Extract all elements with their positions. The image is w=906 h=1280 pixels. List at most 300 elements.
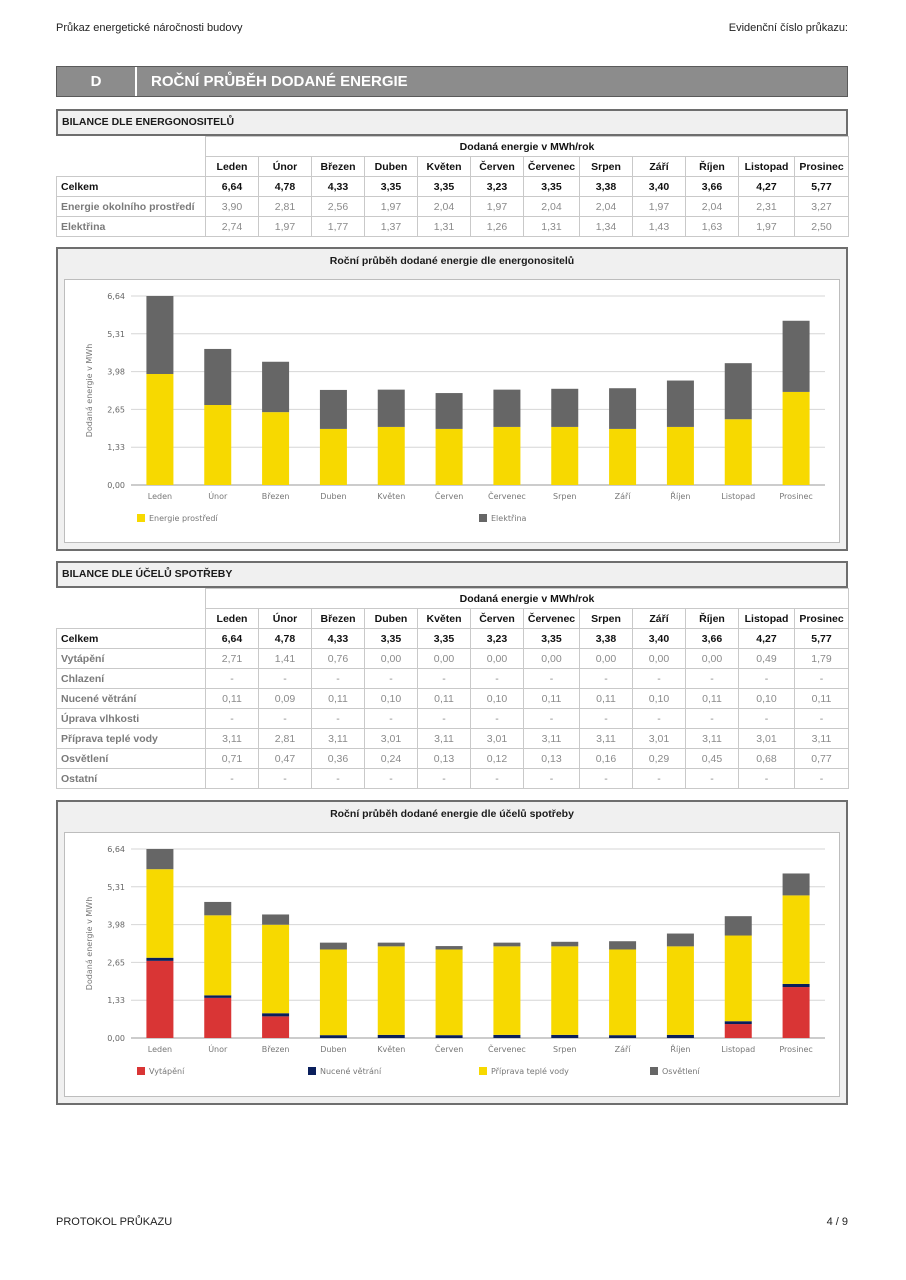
table2-value-cell: 0,24 (365, 749, 418, 769)
table1-value-cell: 3,35 (524, 177, 580, 197)
chart1-bar-segment (783, 321, 810, 392)
table2-value-cell: 3,11 (795, 729, 849, 749)
footer-protocol-label: PROTOKOL PRŮKAZU (56, 1216, 173, 1228)
table1-value-cell: 1,77 (312, 217, 365, 237)
table2-value-cell: 4,78 (259, 629, 312, 649)
chart2-bar-segment (783, 987, 810, 1038)
chart2-svg (65, 833, 839, 1096)
chart2-plot-area (64, 832, 840, 1097)
chart1-bar-segment (725, 363, 752, 419)
chart2-bar-segment (493, 946, 520, 1035)
table1-row (57, 177, 849, 197)
table2-row (57, 709, 849, 729)
table2-value-cell: - (633, 709, 686, 729)
table2-value-cell: 3,35 (365, 629, 418, 649)
table1-month-header: Duben (365, 157, 418, 177)
table2-value-cell: 0,12 (471, 749, 524, 769)
table2-value-cell: 0,11 (206, 689, 259, 709)
table2-value-cell: 3,11 (686, 729, 739, 749)
table1-value-cell: 1,37 (365, 217, 418, 237)
table2-value-cell: - (418, 669, 471, 689)
chart1-y-tick-label: 6,64 (107, 292, 125, 301)
table2-row (57, 649, 849, 669)
table2-value-cell: 0,36 (312, 749, 365, 769)
chart2-bar-segment (378, 946, 405, 1035)
table2-value-cell: 1,41 (259, 649, 312, 669)
chart2-bar-segment (493, 943, 520, 947)
chart1-bar-segment (551, 427, 578, 485)
chart2-legend-label: Vytápění (149, 1067, 185, 1076)
chart2-legend-label: Osvětlení (662, 1067, 700, 1076)
chart2-x-tick-label: Září (614, 1045, 631, 1054)
chart1-bar-segment (493, 390, 520, 427)
chart2-bar-segment (667, 946, 694, 1035)
chart1-x-tick-label: Leden (147, 492, 173, 501)
table1-row-label: Celkem (57, 177, 206, 197)
chart2-bar-segment (436, 1035, 463, 1038)
table2-value-cell: - (418, 769, 471, 789)
table1-corner-cell (57, 137, 206, 177)
table2-value-cell: - (365, 709, 418, 729)
chart1-x-tick-label: Srpen (553, 492, 577, 501)
chart1-bar-segment (204, 405, 231, 485)
table1-value-cell: 1,63 (686, 217, 739, 237)
chart2-x-tick-label: Březen (261, 1045, 290, 1054)
table2-row (57, 729, 849, 749)
table2-value-cell: 0,00 (365, 649, 418, 669)
table2-value-cell: 0,71 (206, 749, 259, 769)
table1-month-header: Březen (312, 157, 365, 177)
table2-value-cell: - (524, 769, 580, 789)
table1-value-cell: 1,97 (471, 197, 524, 217)
chart2-bar-segment (378, 943, 405, 947)
table2-value-cell: 0,00 (580, 649, 633, 669)
chart2-bar-segment (204, 902, 231, 915)
chart2-bar-segment (667, 934, 694, 947)
table2-value-cell: - (206, 769, 259, 789)
chart1-x-tick-label: Duben (320, 492, 347, 501)
table2-value-cell: 3,11 (418, 729, 471, 749)
chart1-y-tick-label: 0,00 (107, 481, 125, 490)
table2-value-cell: - (206, 709, 259, 729)
chart1-bar-segment (262, 412, 289, 485)
chart2-bar-segment (725, 916, 752, 935)
table1-value-cell: 2,74 (206, 217, 259, 237)
chart2-bar-segment (609, 941, 636, 949)
table2-value-cell: 5,77 (795, 629, 849, 649)
chart1-bar-segment (320, 390, 347, 429)
chart2-bar-segment (667, 1035, 694, 1038)
chart1-bar-segment (493, 427, 520, 485)
chart2-bar-segment (204, 998, 231, 1038)
table1-value-cell: 2,56 (312, 197, 365, 217)
chart1-x-tick-label: Prosinec (779, 492, 813, 501)
chart2-bar-segment (783, 895, 810, 984)
table2-value-cell: - (686, 669, 739, 689)
chart1-x-tick-label: Červenec (487, 492, 526, 501)
table2-row-label: Ostatní (57, 769, 206, 789)
footer-page-number: 4 / 9 (826, 1216, 848, 1228)
chart1-bar-segment (320, 429, 347, 485)
table1-month-header: Září (633, 157, 686, 177)
chart2-title: Roční průběh dodané energie dle účelů spotřeby (330, 808, 574, 820)
table2-value-cell: - (739, 769, 795, 789)
table2-value-cell: 0,00 (471, 649, 524, 669)
table2-value-cell: 4,33 (312, 629, 365, 649)
chart2-x-tick-label: Listopad (721, 1045, 756, 1054)
chart2-bar-segment (436, 949, 463, 1035)
table2-value-cell: 3,01 (633, 729, 686, 749)
table2-value-cell: 0,11 (795, 689, 849, 709)
table2-row-label: Příprava teplé vody (57, 729, 206, 749)
table2-value-cell: - (686, 709, 739, 729)
table2-value-cell: 0,11 (686, 689, 739, 709)
table1-value-cell: 3,38 (580, 177, 633, 197)
table1-month-header: Listopad (739, 157, 795, 177)
table1-value-cell: 5,77 (795, 177, 849, 197)
table2-value-cell: 0,11 (580, 689, 633, 709)
chart1-plot-area (64, 279, 840, 543)
chart1-x-tick-label: Květen (377, 492, 406, 501)
chart2-x-tick-label: Leden (147, 1045, 173, 1054)
chart2-x-tick-label: Prosinec (779, 1045, 813, 1054)
table2-value-cell: - (471, 769, 524, 789)
table1-month-header: Leden (206, 157, 259, 177)
chart2-bar-segment (146, 961, 173, 1038)
table1-month-header: Říjen (686, 157, 739, 177)
table1-value-cell: 6,64 (206, 177, 259, 197)
table2-value-cell: 3,38 (580, 629, 633, 649)
table2-value-cell: - (795, 669, 849, 689)
chart1-bar-segment (378, 427, 405, 485)
table2-value-cell: 0,10 (739, 689, 795, 709)
chart2-legend-swatch (308, 1067, 316, 1075)
table2-value-cell: 3,35 (418, 629, 471, 649)
table2-value-cell: - (206, 669, 259, 689)
table2-month-header: Září (633, 609, 686, 629)
table2-value-cell: - (259, 769, 312, 789)
table2-value-cell: 0,13 (418, 749, 471, 769)
table1-value-cell: 3,27 (795, 197, 849, 217)
table1-month-header: Červen (471, 157, 524, 177)
table2-value-cell: 1,79 (795, 649, 849, 669)
chart2-bar-segment (204, 995, 231, 998)
table1-value-cell: 2,04 (686, 197, 739, 217)
chart2-legend-swatch (650, 1067, 658, 1075)
table1-value-cell: 1,26 (471, 217, 524, 237)
header-document-title: Průkaz energetické náročnosti budovy (56, 22, 243, 34)
table2-value-cell: - (580, 669, 633, 689)
table2-value-cell: 2,81 (259, 729, 312, 749)
table2-value-cell: 0,68 (739, 749, 795, 769)
table1-value-cell: 2,04 (524, 197, 580, 217)
table2-value-cell: 3,01 (365, 729, 418, 749)
chart2-bar-segment (262, 914, 289, 924)
table1-value-cell: 2,81 (259, 197, 312, 217)
chart2-bar-segment (146, 869, 173, 958)
chart1-y-tick-label: 3,98 (107, 367, 125, 377)
table2-value-cell: 3,11 (580, 729, 633, 749)
table2-value-cell: 0,10 (365, 689, 418, 709)
table2-value-cell: 0,00 (633, 649, 686, 669)
chart1-y-tick-label: 1,33 (107, 443, 125, 453)
chart2-bar-segment (609, 1035, 636, 1038)
table2-value-cell: 3,66 (686, 629, 739, 649)
table2-row (57, 689, 849, 709)
table1-title: BILANCE DLE ENERGONOSITELŮ (56, 109, 848, 136)
section-letter: D (57, 67, 137, 96)
table2-value-cell: - (739, 669, 795, 689)
chart1-bar-segment (667, 427, 694, 485)
chart2-bar-segment (146, 958, 173, 961)
chart1-bar-segment (146, 374, 173, 485)
table2-month-header: Červen (471, 609, 524, 629)
table2-value-cell: 0,76 (312, 649, 365, 669)
chart1-bar-segment (436, 429, 463, 485)
table2-row (57, 749, 849, 769)
table1-row (57, 197, 849, 217)
table2-value-cell: - (418, 709, 471, 729)
table2-value-cell: 3,11 (206, 729, 259, 749)
table2-value-cell: 0,00 (686, 649, 739, 669)
chart1-svg (65, 280, 839, 542)
chart2-bar-segment (378, 1035, 405, 1038)
chart1-title: Roční průběh dodané energie dle energonositelů (329, 255, 575, 267)
chart2-bar-segment (551, 942, 578, 947)
chart2-bar-segment (262, 1013, 289, 1016)
chart1-bar-segment (609, 429, 636, 485)
chart1-bar-segment (436, 393, 463, 429)
chart2-y-axis-label: Dodaná energie v MWh (85, 896, 94, 991)
chart1-x-tick-label: Únor (208, 492, 228, 501)
chart2-y-tick-label: 6,64 (107, 845, 125, 854)
table2-month-header: Srpen (580, 609, 633, 629)
table1-value-cell: 2,04 (580, 197, 633, 217)
table2-title: BILANCE DLE ÚČELŮ SPOTŘEBY (56, 561, 848, 588)
table2-value-cell: - (365, 669, 418, 689)
table2-value-cell: 0,49 (739, 649, 795, 669)
table1-value-cell: 2,04 (418, 197, 471, 217)
table2-value-cell: 3,11 (524, 729, 580, 749)
table2-value-cell: 3,40 (633, 629, 686, 649)
chart2-bar-segment (146, 849, 173, 869)
table2-value-cell: 0,29 (633, 749, 686, 769)
table2-value-cell: - (739, 709, 795, 729)
table2-row-label: Celkem (57, 629, 206, 649)
chart1-bar-segment (783, 392, 810, 485)
section-title: ROČNÍ PRŮBĚH DODANÉ ENERGIE (151, 73, 408, 90)
table2-row (57, 769, 849, 789)
chart1-legend-label: Elektřina (491, 514, 527, 523)
table1-value-cell: 2,31 (739, 197, 795, 217)
table-energy-carriers (56, 136, 849, 237)
chart1-bar-segment (551, 389, 578, 427)
table1-value-cell: 3,23 (471, 177, 524, 197)
table1-column-group-header: Dodaná energie v MWh/rok (206, 137, 849, 157)
table2-value-cell: 6,64 (206, 629, 259, 649)
chart2-bar-segment (320, 943, 347, 950)
chart2-x-tick-label: Duben (320, 1045, 347, 1054)
table1-value-cell: 3,35 (365, 177, 418, 197)
table2-value-cell: 0,00 (418, 649, 471, 669)
table1-row-label: Energie okolního prostředí (57, 197, 206, 217)
table2-month-header: Prosinec (795, 609, 849, 629)
chart2-x-tick-label: Květen (377, 1045, 406, 1054)
chart2-bar-segment (725, 1024, 752, 1038)
header-registration-number: Evidenční číslo průkazu: (728, 22, 848, 34)
chart2-y-tick-label: 0,00 (107, 1034, 125, 1043)
chart1-x-tick-label: Říjen (670, 492, 691, 501)
table2-row-label: Chlazení (57, 669, 206, 689)
chart2-bar-segment (204, 915, 231, 995)
table2-month-header: Leden (206, 609, 259, 629)
chart1-y-tick-label: 2,65 (107, 405, 125, 415)
table-consumption-purposes (56, 588, 849, 789)
chart2-legend-swatch (137, 1067, 145, 1075)
chart1-bar-segment (725, 419, 752, 485)
chart2-x-tick-label: Červen (434, 1045, 464, 1054)
table2-month-header: Listopad (739, 609, 795, 629)
chart2-legend-swatch (479, 1067, 487, 1075)
chart2-x-tick-label: Říjen (670, 1045, 691, 1054)
chart2-legend-label: Nucené větrání (320, 1067, 382, 1076)
chart1-bar-segment (204, 349, 231, 405)
table2-value-cell: - (259, 669, 312, 689)
chart2-y-tick-label: 1,33 (107, 996, 125, 1006)
table2-value-cell: 0,09 (259, 689, 312, 709)
table2-value-cell: - (633, 769, 686, 789)
table2-value-cell: 0,11 (312, 689, 365, 709)
table1-value-cell: 4,78 (259, 177, 312, 197)
chart2-bar-segment (783, 984, 810, 987)
table2-value-cell: - (365, 769, 418, 789)
table2-value-cell: - (259, 709, 312, 729)
chart1-bar-segment (667, 381, 694, 427)
chart2-y-tick-label: 2,65 (107, 958, 125, 968)
table1-value-cell: 1,34 (580, 217, 633, 237)
table1-row (57, 217, 849, 237)
table1-month-header: Srpen (580, 157, 633, 177)
table2-corner-cell (57, 589, 206, 629)
chart2-bar-segment (262, 1016, 289, 1038)
chart2-bar-segment (609, 949, 636, 1035)
table1-value-cell: 1,97 (259, 217, 312, 237)
chart2-bar-segment (436, 946, 463, 949)
table2-row-label: Úprava vlhkosti (57, 709, 206, 729)
chart-energy-carriers (56, 247, 848, 551)
table1-value-cell: 1,97 (365, 197, 418, 217)
section-title-bar (56, 66, 848, 97)
table1-month-header: Květen (418, 157, 471, 177)
table1-value-cell: 3,66 (686, 177, 739, 197)
table2-row-label: Vytápění (57, 649, 206, 669)
table2-value-cell: 0,13 (524, 749, 580, 769)
chart2-y-tick-label: 5,31 (107, 882, 125, 892)
chart1-x-tick-label: Červen (434, 492, 464, 501)
table2-value-cell: - (633, 669, 686, 689)
table2-value-cell: - (795, 709, 849, 729)
table2-value-cell: 3,01 (471, 729, 524, 749)
chart2-legend-label: Příprava teplé vody (491, 1067, 569, 1076)
chart2-y-tick-label: 3,98 (107, 920, 125, 930)
table1-value-cell: 1,97 (739, 217, 795, 237)
table2-month-header: Říjen (686, 609, 739, 629)
chart2-bar-segment (551, 1035, 578, 1038)
table1-month-header: Únor (259, 157, 312, 177)
table2-value-cell: - (312, 709, 365, 729)
chart2-bar-segment (783, 873, 810, 895)
chart1-legend-swatch (137, 514, 145, 522)
chart2-bar-segment (320, 949, 347, 1035)
table2-value-cell: 0,10 (633, 689, 686, 709)
table2-value-cell: - (580, 709, 633, 729)
table2-value-cell: - (524, 709, 580, 729)
table1-value-cell: 1,43 (633, 217, 686, 237)
table2-value-cell: - (795, 769, 849, 789)
chart2-x-tick-label: Únor (208, 1045, 228, 1054)
table2-row (57, 669, 849, 689)
table2-value-cell: 4,27 (739, 629, 795, 649)
chart1-x-tick-label: Září (614, 492, 631, 501)
table1-row-label: Elektřina (57, 217, 206, 237)
table2-value-cell: 3,35 (524, 629, 580, 649)
chart1-y-tick-label: 5,31 (107, 329, 125, 339)
table1-value-cell: 4,27 (739, 177, 795, 197)
chart2-bar-segment (551, 946, 578, 1035)
table2-month-header: Duben (365, 609, 418, 629)
table1-value-cell: 1,97 (633, 197, 686, 217)
chart1-x-tick-label: Březen (261, 492, 290, 501)
table2-value-cell: - (471, 709, 524, 729)
table2-month-header: Červenec (524, 609, 580, 629)
table1-month-header: Červenec (524, 157, 580, 177)
table2-value-cell: 0,11 (418, 689, 471, 709)
table2-value-cell: - (312, 669, 365, 689)
chart2-bar-segment (493, 1035, 520, 1038)
table2-value-cell: 0,00 (524, 649, 580, 669)
table2-value-cell: 0,47 (259, 749, 312, 769)
chart1-bar-segment (378, 390, 405, 427)
table2-value-cell: 0,77 (795, 749, 849, 769)
table1-value-cell: 1,31 (524, 217, 580, 237)
table2-value-cell: - (471, 669, 524, 689)
table2-row-label: Osvětlení (57, 749, 206, 769)
table2-value-cell: 3,01 (739, 729, 795, 749)
table1-month-header: Prosinec (795, 157, 849, 177)
table2-value-cell: 3,23 (471, 629, 524, 649)
table2-month-header: Květen (418, 609, 471, 629)
chart2-bar-segment (262, 925, 289, 1014)
chart1-y-axis-label: Dodaná energie v MWh (85, 343, 94, 438)
table1-value-cell: 4,33 (312, 177, 365, 197)
table2-column-group-header: Dodaná energie v MWh/rok (206, 589, 849, 609)
chart-consumption-purposes (56, 800, 848, 1105)
table2-value-cell: - (312, 769, 365, 789)
table1-value-cell: 3,40 (633, 177, 686, 197)
table2-value-cell: 0,16 (580, 749, 633, 769)
chart1-legend-swatch (479, 514, 487, 522)
table2-value-cell: 0,10 (471, 689, 524, 709)
chart1-x-tick-label: Listopad (721, 492, 756, 501)
table2-value-cell: 2,71 (206, 649, 259, 669)
table2-value-cell: 0,11 (524, 689, 580, 709)
chart2-bar-segment (725, 1021, 752, 1024)
chart1-legend-label: Energie prostředí (149, 514, 218, 523)
chart1-bar-segment (262, 362, 289, 412)
chart2-bar-segment (320, 1035, 347, 1038)
table2-month-header: Březen (312, 609, 365, 629)
chart2-bar-segment (725, 936, 752, 1022)
